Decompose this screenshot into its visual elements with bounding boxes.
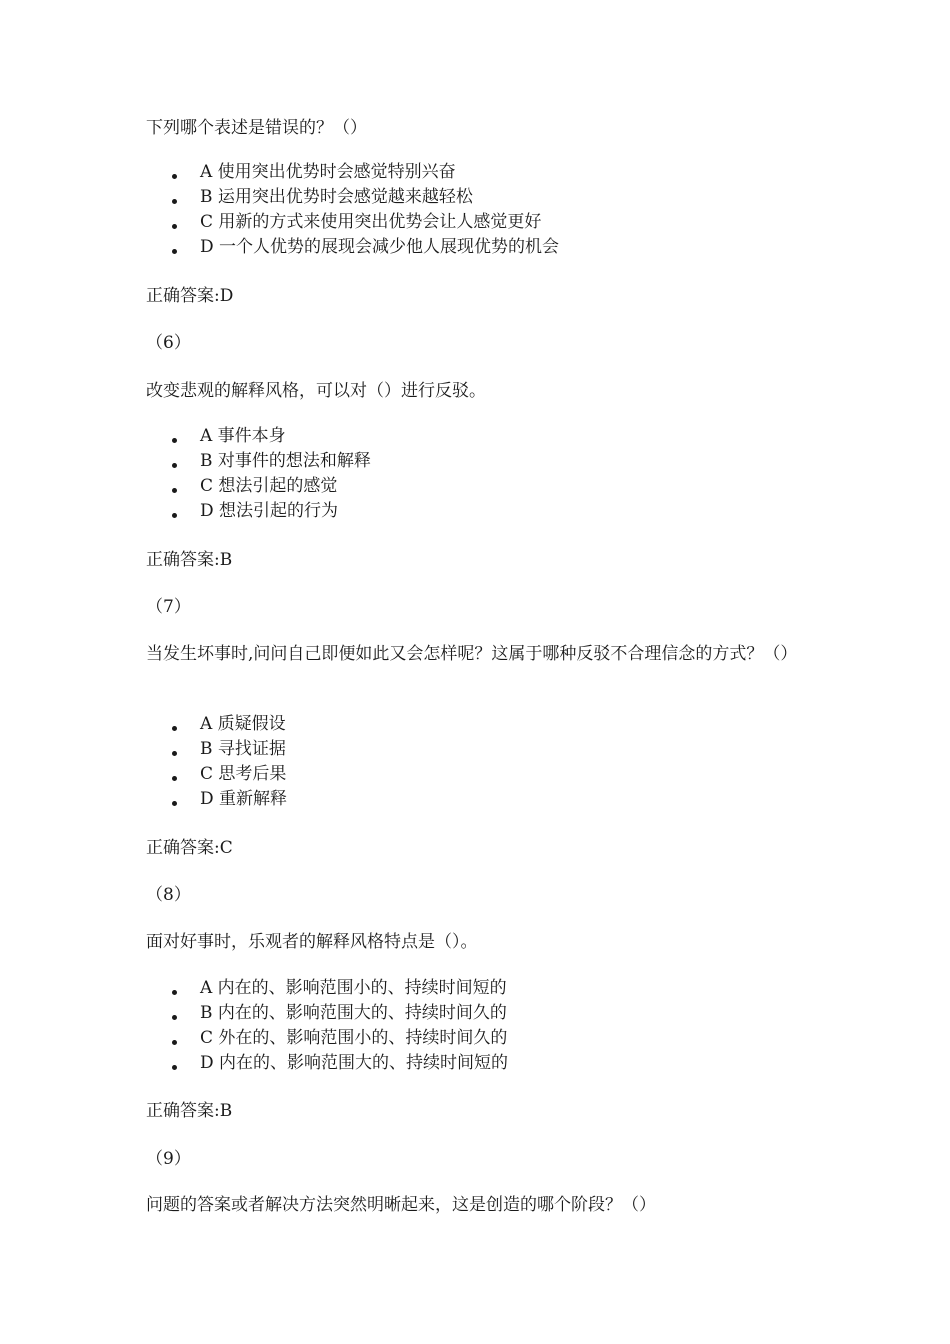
option-label: D 重新解释 xyxy=(200,789,288,809)
option-label: C 外在的、影响范围小的、持续时间久的 xyxy=(200,1028,508,1048)
correct-answer: 正确答案:C xyxy=(146,838,233,858)
option-label: D 一个人优势的展现会减少他人展现优势的机会 xyxy=(200,237,560,257)
bullet-icon xyxy=(172,990,177,995)
bullet-icon xyxy=(172,1065,177,1070)
question-number: （7） xyxy=(146,597,191,617)
question-number: （6） xyxy=(146,333,191,353)
option-label: D 想法引起的行为 xyxy=(200,501,339,521)
option-item xyxy=(146,235,826,260)
option-label: B 对事件的想法和解释 xyxy=(200,451,371,471)
question-text: 改变悲观的解释风格，可以对（）进行反驳。 xyxy=(146,381,486,401)
bullet-icon xyxy=(172,224,177,229)
bullet-icon xyxy=(172,726,177,731)
option-label: A 使用突出优势时会感觉特别兴奋 xyxy=(200,162,456,182)
question-text: 下列哪个表述是错误的？（） xyxy=(146,118,367,138)
bullet-icon xyxy=(172,463,177,468)
option-label: A 质疑假设 xyxy=(200,714,286,734)
option-label: B 内在的、影响范围大的、持续时间久的 xyxy=(200,1003,507,1023)
option-item xyxy=(146,1026,826,1051)
bullet-icon xyxy=(172,1040,177,1045)
option-list xyxy=(146,424,826,524)
question-text: 当发生坏事时,问问自己即便如此又会怎样呢？这属于哪种反驳不合理信念的方式？（） xyxy=(146,644,798,664)
bullet-icon xyxy=(172,249,177,254)
option-label: C 用新的方式来使用突出优势会让人感觉更好 xyxy=(200,212,542,232)
option-item xyxy=(146,449,826,474)
option-item xyxy=(146,762,826,787)
bullet-icon xyxy=(172,199,177,204)
option-label: C 思考后果 xyxy=(200,764,287,784)
bullet-icon xyxy=(172,751,177,756)
option-list xyxy=(146,712,826,812)
option-label: C 想法引起的感觉 xyxy=(200,476,338,496)
correct-answer: 正确答案:B xyxy=(146,1101,233,1121)
correct-answer: 正确答案:B xyxy=(146,550,233,570)
question-number: （9） xyxy=(146,1149,191,1169)
question-text: 问题的答案或者解决方法突然明晰起来，这是创造的哪个阶段？（） xyxy=(146,1195,656,1215)
question-text: 面对好事时，乐观者的解释风格特点是（）。 xyxy=(146,932,478,952)
question-number: （8） xyxy=(146,885,191,905)
option-item xyxy=(146,712,826,737)
bullet-icon xyxy=(172,438,177,443)
option-label: A 内在的、影响范围小的、持续时间短的 xyxy=(200,978,507,998)
bullet-icon xyxy=(172,174,177,179)
option-item xyxy=(146,1001,826,1026)
bullet-icon xyxy=(172,513,177,518)
option-item xyxy=(146,1051,826,1076)
option-label: B 运用突出优势时会感觉越来越轻松 xyxy=(200,187,473,207)
option-item xyxy=(146,424,826,449)
option-label: A 事件本身 xyxy=(200,426,286,446)
option-item xyxy=(146,210,826,235)
bullet-icon xyxy=(172,801,177,806)
option-item xyxy=(146,185,826,210)
option-item xyxy=(146,474,826,499)
option-item xyxy=(146,737,826,762)
option-list xyxy=(146,160,826,260)
option-item xyxy=(146,787,826,812)
option-label: D 内在的、影响范围大的、持续时间短的 xyxy=(200,1053,509,1073)
bullet-icon xyxy=(172,488,177,493)
option-label: B 寻找证据 xyxy=(200,739,286,759)
option-item xyxy=(146,499,826,524)
option-list xyxy=(146,976,826,1076)
bullet-icon xyxy=(172,1015,177,1020)
bullet-icon xyxy=(172,776,177,781)
correct-answer: 正确答案:D xyxy=(146,286,234,306)
option-item xyxy=(146,976,826,1001)
option-item xyxy=(146,160,826,185)
